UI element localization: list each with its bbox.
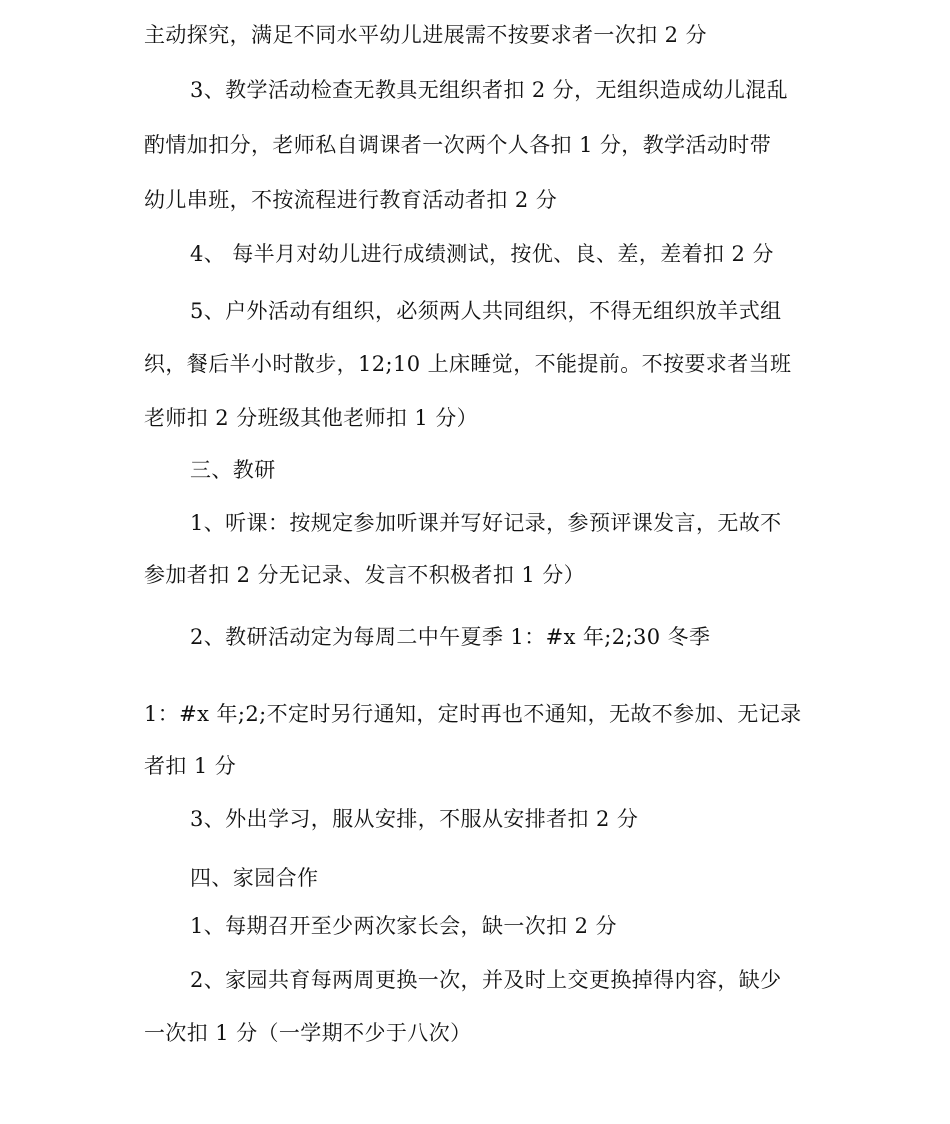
paragraph-line-11: 参加者扣 2 分无记录、发言不积极者扣 1 分） bbox=[144, 563, 586, 587]
paragraph-line-7: 织，餐后半小时散步，12;10 上床睡觉，不能提前。不按要求者当班 bbox=[144, 352, 792, 376]
paragraph-line-15: 3、外出学习，服从安排，不服从安排者扣 2 分 bbox=[190, 807, 639, 831]
paragraph-line-14: 者扣 1 分 bbox=[144, 754, 237, 778]
section-heading-teaching-research: 三、教研 bbox=[190, 458, 276, 482]
paragraph-line-19: 一次扣 1 分（一学期不少于八次） bbox=[144, 1021, 472, 1045]
paragraph-line-2: 3、教学活动检查无教具无组织者扣 2 分，无组织造成幼儿混乱 bbox=[190, 78, 789, 102]
paragraph-line-18: 2、家园共育每两周更换一次，并及时上交更换掉得内容，缺少 bbox=[190, 968, 782, 992]
paragraph-line-5: 4、 每半月对幼儿进行成绩测试，按优、良、差，差着扣 2 分 bbox=[190, 242, 774, 266]
paragraph-line-13: 1：#x 年;2;不定时另行通知，定时再也不通知，无故不参加、无记录 bbox=[144, 702, 802, 726]
paragraph-line-4: 幼儿串班，不按流程进行教育活动者扣 2 分 bbox=[144, 188, 558, 212]
paragraph-line-1: 主动探究，满足不同水平幼儿进展需不按要求者一次扣 2 分 bbox=[144, 23, 707, 47]
paragraph-line-8: 老师扣 2 分班级其他老师扣 1 分） bbox=[144, 406, 479, 430]
paragraph-line-10: 1、听课：按规定参加听课并写好记录，参预评课发言，无故不 bbox=[190, 511, 782, 535]
paragraph-line-12: 2、教研活动定为每周二中午夏季 1：#x 年;2;30 冬季 bbox=[190, 625, 711, 649]
paragraph-line-17: 1、每期召开至少两次家长会，缺一次扣 2 分 bbox=[190, 914, 617, 938]
paragraph-line-6: 5、户外活动有组织，必须两人共同组织，不得无组织放羊式组 bbox=[190, 299, 782, 323]
paragraph-line-3: 酌情加扣分，老师私自调课者一次两个人各扣 1 分，教学活动时带 bbox=[144, 133, 772, 157]
section-heading-home-school-cooperation: 四、家园合作 bbox=[190, 866, 319, 890]
